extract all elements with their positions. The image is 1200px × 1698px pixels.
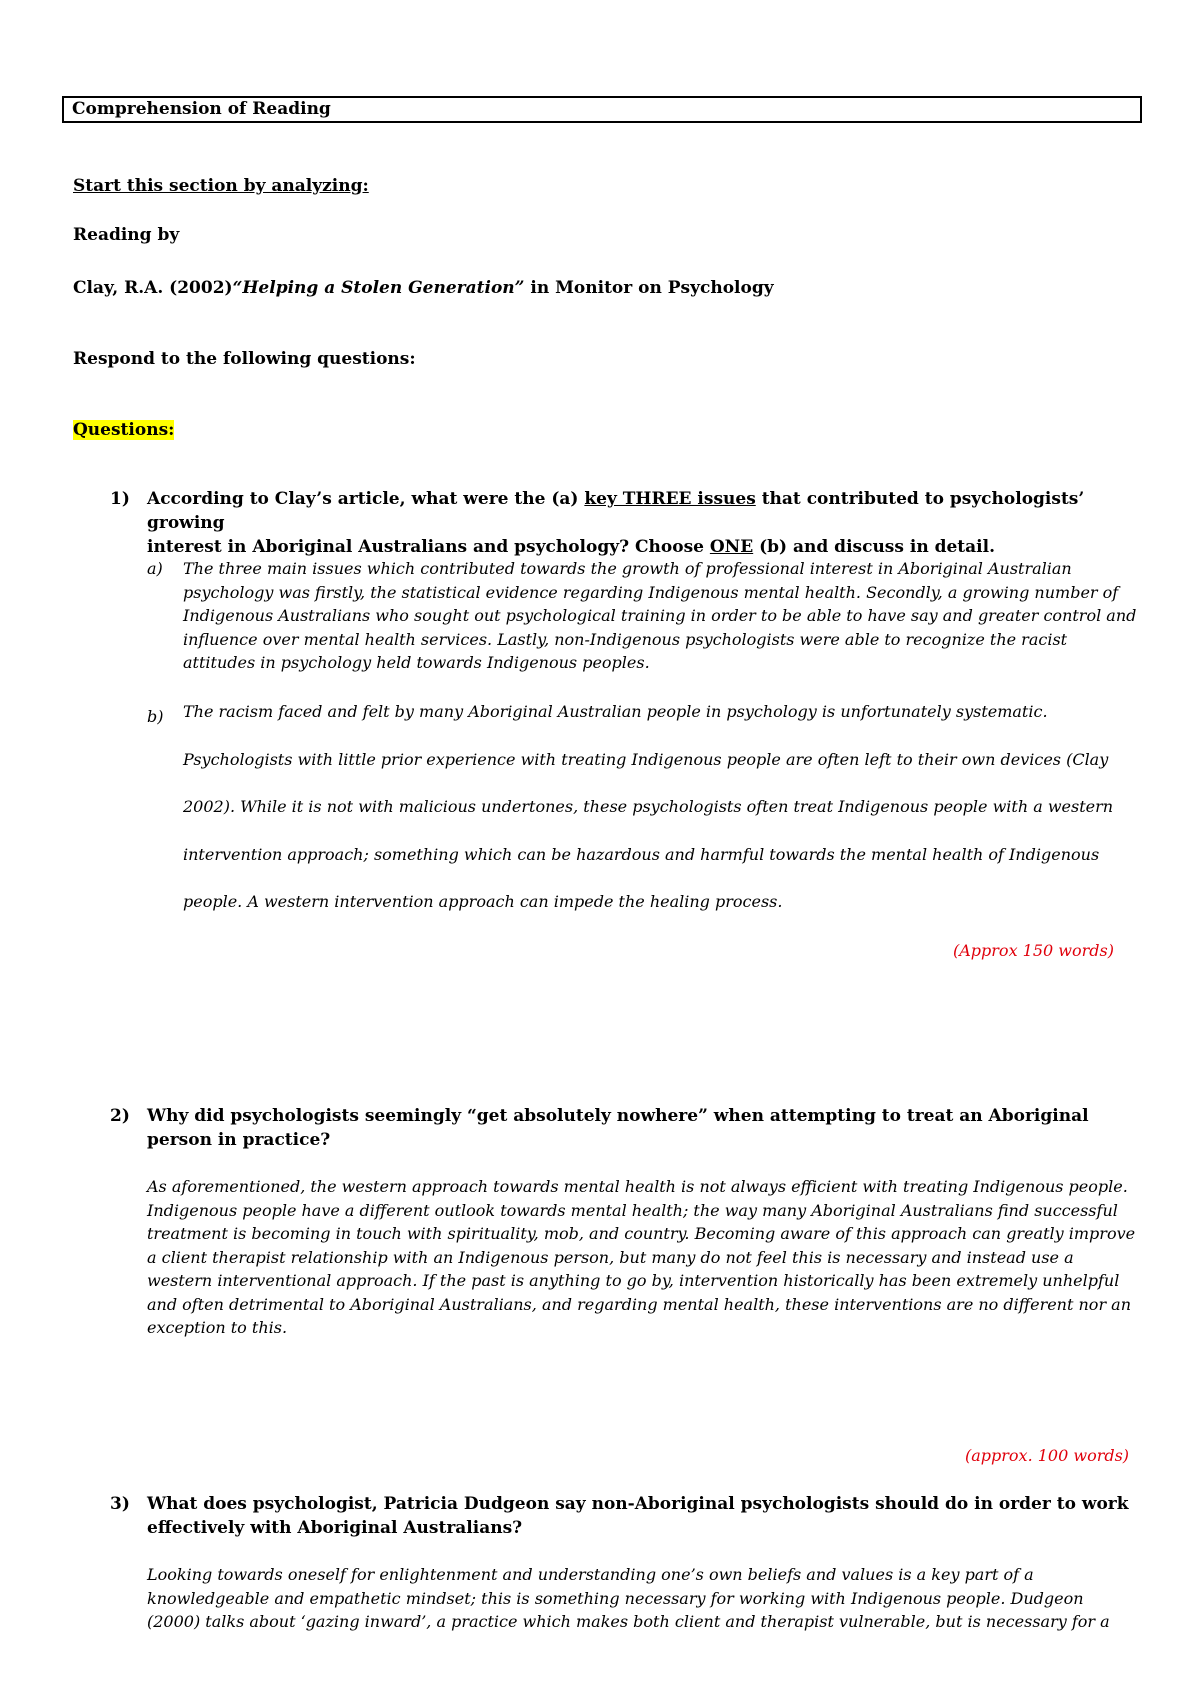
choose-one: ONE [709, 537, 754, 557]
answer-3: Looking towards oneself for enlightenment and understanding one’s own beliefs and values is a key part of a knowledgeable and empathetic mindset; this is something necessary for working with Indigenous people. Dudgeon (2000) talks about ‘gazing inward’, a practice which makes both client and therapist vulnerable, but is necessary for a [147, 1565, 1110, 1631]
question-2-text: Why did psychologists seemingly “get absolutely nowhere” when attempting to treat an Aboriginal person in practice? [147, 1106, 1089, 1150]
question-1-number: 1) [110, 489, 130, 509]
citation-source: in Monitor on Psychology [524, 278, 774, 298]
citation-title: “Helping a Stolen Generation” [232, 278, 525, 298]
answer-1a: The three main issues which contributed towards the growth of professional interest in Aboriginal Australian psychology was firstly, the statistical evidence regarding Indigenous mental health. Secondly, a growing number of Indigenous Australians who sought out psychological training in order to be able to have say and greater control and influence over mental health services. Lastly, non-Indigenous psychologists were able to recognize the racist attitudes in psychology held towards Indigenous peoples. [183, 559, 1137, 672]
question-1-text: According to Clay’s article, what were the (a) key THREE issues that contributed to psychologists’ growing interest in Aboriginal Australians and psychology? Choose ONE (b) and discuss in detail. [147, 489, 1085, 557]
reading-citation [73, 278, 774, 298]
respond-instruction: Respond to the following questions: [73, 349, 416, 369]
question-2-number: 2) [110, 1106, 130, 1126]
reading-by-label: Reading by [73, 225, 180, 245]
answer-1b-label: b) [147, 707, 164, 726]
section-title-box: Comprehension of Reading [62, 96, 1142, 123]
answer-2: As aforementioned, the western approach towards mental health is not always efficient with treating Indigenous people. Indigenous people have a different outlook towards mental health; the way many Aboriginal Australians find successful treatment is becoming in touch with spirituality, mob, and country. Becoming aware of this approach can greatly improve a client therapist relationship with an Indigenous person, but many do not feel this is necessary and instead use a western interventional approach. If the past is anything to go by, intervention historically has been extremely unhelpful and often detrimental to Aboriginal Australians, and regarding mental health, these interventions are no different nor an exception to this. [147, 1177, 1136, 1337]
question-3-text: What does psychologist, Patricia Dudgeon say non-Aboriginal psychologists should do in order to work effectively with Aboriginal Australians? [147, 1494, 1129, 1538]
word-count-note-2: (approx. 100 words) [965, 1446, 1130, 1465]
answer-1a-label: a) [147, 559, 163, 578]
start-instruction: Start this section by analyzing: [73, 176, 369, 196]
question-3-number: 3) [110, 1494, 130, 1514]
answer-1b: The racism faced and felt by many Aboriginal Australian people in psychology is unfortunately systematic. Psychologists with little prior experience with treating Indigenous people are often left to their own devices (Clay 2002). While it is not with malicious undertones, these psychologists often treat Indigenous people with a western intervention approach; something which can be hazardous and harmful towards the mental health of Indigenous people. A western intervention approach can impede the healing process. [183, 702, 1114, 911]
key-three-issues: key THREE issues [584, 489, 756, 509]
word-count-note-1: (Approx 150 words) [953, 941, 1114, 960]
questions-heading [73, 420, 174, 440]
citation-author: Clay, R.A. (2002) [73, 278, 233, 298]
questions-label: Questions: [73, 420, 175, 440]
